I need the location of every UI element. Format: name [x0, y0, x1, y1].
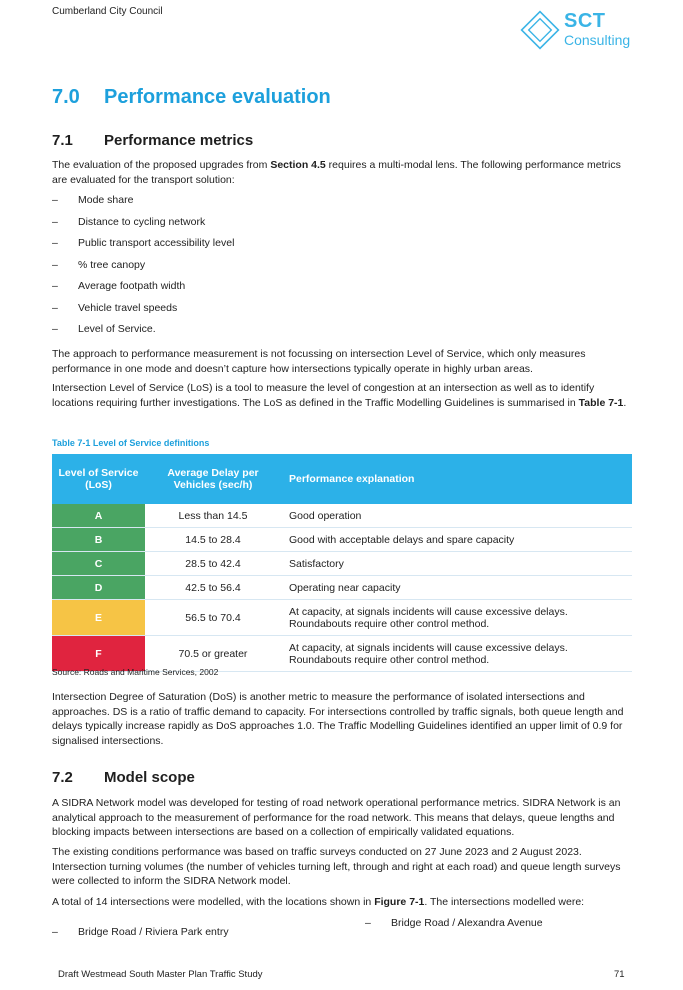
metric-list-item: – Mode share: [52, 194, 134, 206]
metric-list-item: – Distance to cycling network: [52, 215, 206, 228]
paragraph-sidra: A SIDRA Network model was developed for testing of road network operational performance metrics. SIDRA Network is an analytical approach to the measurement of performance for the road network. This means that delays, queue lengths and blocking impacts between intersections are based on a collection of empirically validated equations.: [52, 797, 621, 838]
paragraph-dos: Intersection Degree of Saturation (DoS) is another metric to measure the performance of isolated intersections and approaches. DS is a ratio of traffic demand to capacity. For intersections controlled by traffic signals, both queue length and delays typically increase rapidly as DoS approaches 1.0. The Traffic Modelling Guidelines identified an upper limit of 0.9 for signalised intersections.: [52, 691, 624, 747]
metric-list-item: – Public transport accessibility level: [52, 237, 235, 249]
intersection-item-right: – Bridge Road / Alexandra Avenue: [365, 917, 543, 929]
paragraph-surveys: The existing conditions performance was based on traffic surveys conducted on 27 June 2023 and 2 August 2023. Intersection turning volumes (the number of vehicles turning left, through and right at each road) and queue length surveys were collected to inform the SIDRA Network model.: [52, 846, 621, 887]
subsection-heading-7-2: 7.2 Model scope: [52, 769, 195, 786]
performance-explanation: Operating near capacity: [281, 576, 632, 600]
header-delay: Average Delay per Vehicles (sec/h): [145, 454, 281, 504]
table-caption: Table 7-1 Level of Service definitions: [52, 438, 210, 448]
performance-explanation: At capacity, at signals incidents will cause excessive delays. Roundabouts require other control method.: [281, 600, 632, 636]
table-source: Source: Roads and Maritime Services, 2002: [52, 667, 219, 677]
metric-list-item: – Average footpath width: [52, 280, 186, 292]
metric-list-item: – Level of Service.: [52, 323, 156, 335]
los-grade: E: [52, 600, 145, 636]
paragraph-los: Intersection Level of Service (LoS) is a tool to measure the level of congestion at an intersection as well as to identify locations requiring further investigations. The LoS as defined in the Traffic Modelling Guidelines is summarised in Table 7-1.: [52, 382, 627, 409]
section-heading: 7.0 Performance evaluation: [52, 86, 331, 108]
paragraph-approach: The approach to performance measurement is not focussing on intersection Level of Service, which only measures performance in one mode and doesn’t capture how intersections typically operate in highly urban areas.: [52, 348, 586, 375]
header-org: Cumberland City Council: [52, 6, 163, 17]
metric-list-item: – Vehicle travel speeds: [52, 301, 178, 314]
los-grade: A: [52, 504, 145, 528]
header-explanation: Performance explanation: [281, 454, 632, 504]
performance-explanation: Satisfactory: [281, 552, 632, 576]
los-grade: C: [52, 552, 145, 576]
table-row: [52, 552, 632, 576]
sct-logo: [518, 8, 643, 54]
los-table: [52, 454, 632, 672]
table-row: [52, 504, 632, 528]
delay-range: 28.5 to 42.4: [145, 552, 281, 576]
table-row: [52, 600, 632, 636]
table-row: [52, 528, 632, 552]
los-grade: D: [52, 576, 145, 600]
footer-title: Draft Westmead South Master Plan Traffic Study: [58, 969, 263, 980]
delay-range: Less than 14.5: [145, 504, 281, 528]
performance-explanation: Good with acceptable delays and spare capacity: [281, 528, 632, 552]
delay-range: 14.5 to 28.4: [145, 528, 281, 552]
paragraph-intersections: A total of 14 intersections were modelled, with the locations shown in Figure 7-1. The intersections modelled were:: [52, 896, 585, 908]
table-row: [52, 576, 632, 600]
metric-list-item: – % tree canopy: [52, 258, 146, 271]
logo-consulting-text: Consulting: [564, 32, 631, 48]
page-number: 71: [614, 969, 625, 980]
intersection-item-left: – Bridge Road / Riviera Park entry: [52, 926, 229, 938]
delay-range: 70.5 or greater: [145, 636, 281, 672]
logo-diamond-icon: [518, 8, 564, 54]
los-grade: B: [52, 528, 145, 552]
paragraph-intro: The evaluation of the proposed upgrades from Section 4.5 requires a multi-modal lens. The following performance metrics are evaluated for the transport solution:: [52, 159, 621, 186]
subsection-heading-7-1: 7.1 Performance metrics: [52, 132, 254, 149]
delay-range: 56.5 to 70.4: [145, 600, 281, 636]
performance-explanation: At capacity, at signals incidents will cause excessive delays. Roundabouts require other control method.: [281, 636, 632, 672]
delay-range: 42.5 to 56.4: [145, 576, 281, 600]
header-los: Level of Service (LoS): [52, 454, 145, 504]
performance-explanation: Good operation: [281, 504, 632, 528]
logo-sct-text: SCT: [564, 10, 606, 32]
los-grade: F: [52, 636, 145, 672]
